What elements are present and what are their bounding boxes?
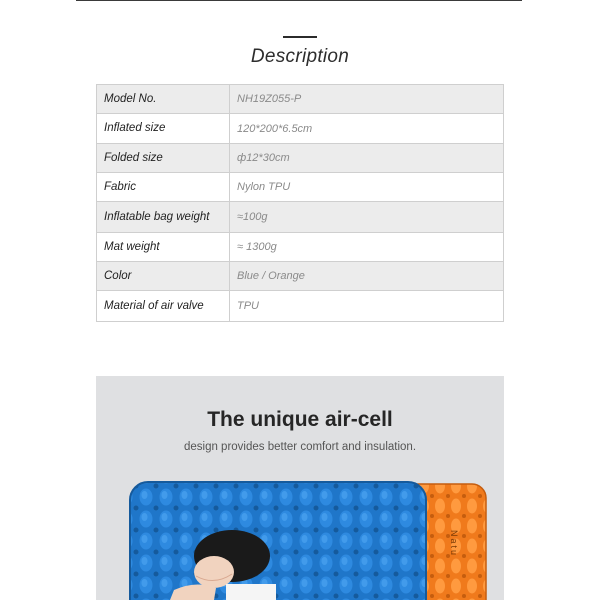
promo-title: The unique air-cell bbox=[207, 408, 393, 431]
title-accent-bar bbox=[283, 36, 317, 38]
spec-value: ≈100g bbox=[230, 202, 504, 233]
spec-row bbox=[97, 144, 504, 173]
spec-row bbox=[97, 291, 504, 322]
spec-value: TPU bbox=[230, 291, 504, 322]
blue-mat bbox=[130, 482, 426, 600]
spec-row bbox=[97, 114, 504, 144]
spec-value: ф12*30cm bbox=[230, 144, 504, 173]
spec-value: Nylon TPU bbox=[230, 173, 504, 202]
spec-row bbox=[97, 202, 504, 233]
spec-value: Blue / Orange bbox=[230, 262, 504, 291]
spec-label: Material of air valve bbox=[97, 291, 230, 322]
spec-value: ≈ 1300g bbox=[230, 233, 504, 262]
spec-value: 120*200*6.5cm bbox=[230, 114, 504, 144]
spec-label: Inflatable bag weight bbox=[97, 202, 230, 233]
spec-row bbox=[97, 173, 504, 202]
spec-row bbox=[97, 85, 504, 114]
spec-row bbox=[97, 233, 504, 262]
spec-row bbox=[97, 262, 504, 291]
spec-label: Inflated size bbox=[97, 114, 230, 144]
top-divider bbox=[76, 0, 522, 1]
person-shirt bbox=[226, 584, 276, 600]
spec-label: Model No. bbox=[97, 85, 230, 114]
spec-value: NH19Z055-P bbox=[230, 85, 504, 114]
person-face bbox=[194, 556, 234, 588]
spec-table bbox=[96, 84, 504, 322]
spec-label: Mat weight bbox=[97, 233, 230, 262]
section-title: Description bbox=[250, 46, 350, 67]
promo-subtitle: design provides better comfort and insulation. bbox=[183, 441, 417, 453]
mat-side-text: Natu bbox=[449, 530, 459, 558]
spec-label: Fabric bbox=[97, 173, 230, 202]
spec-label: Folded size bbox=[97, 144, 230, 173]
spec-label: Color bbox=[97, 262, 230, 291]
